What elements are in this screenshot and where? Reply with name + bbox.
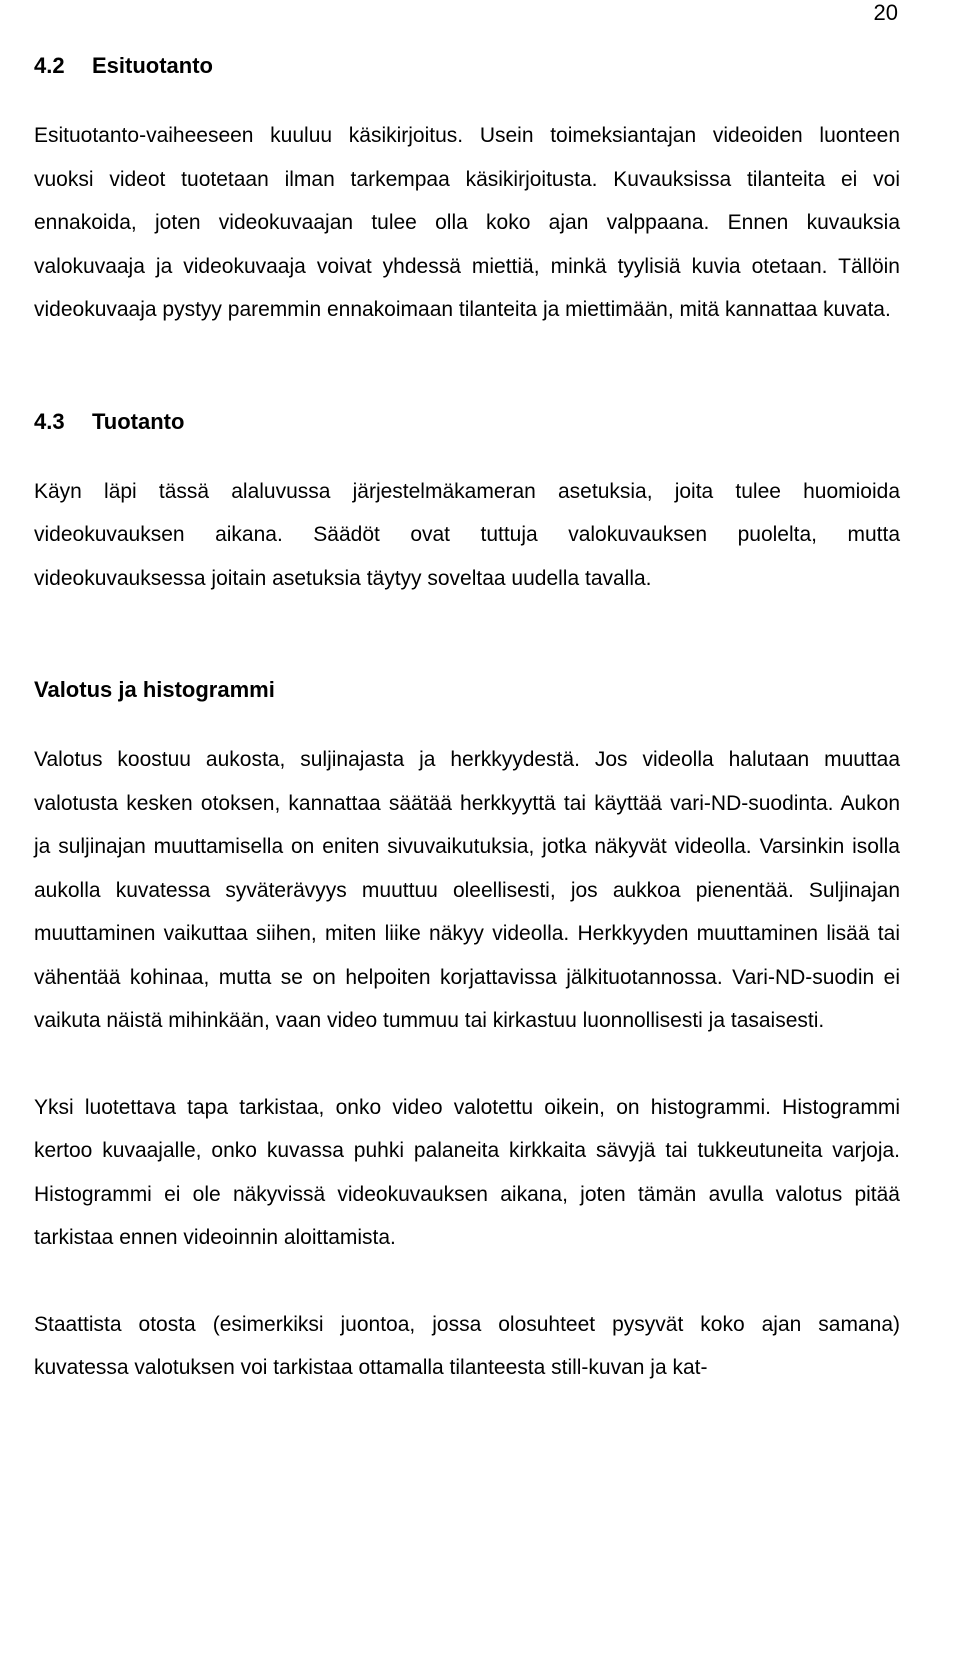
section-heading-4-3 bbox=[34, 406, 900, 438]
section-number: 4.2 bbox=[34, 53, 65, 78]
paragraph-tuotanto: Käyn läpi tässä alaluvussa järjestelmäkameran asetuksia, joita tulee huomioida videokuvauksen aikana. Säädöt ovat tuttuja valokuvauksen puolelta, mutta videokuvauksessa joitain asetuksia täytyy soveltaa uudella tavalla. bbox=[34, 479, 900, 590]
paragraph-valotus-3: Staattista otosta (esimerkiksi juontoa, jossa olosuhteet pysyvät koko ajan samana) kuvatessa valotuksen voi tarkistaa ottamalla tilanteesta still-kuvan ja kat- bbox=[34, 1312, 900, 1379]
paragraph-esituotanto: Esituotanto-vaiheeseen kuuluu käsikirjoitus. Usein toimeksiantajan videoiden luonteen vuoksi videot tuotetaan ilman tarkempaa käsikirjoitusta. Kuvauksissa tilanteita ei voi ennakoida, joten videokuvaajan tulee olla koko ajan valppaana. Ennen kuvauksia valokuvaaja ja videokuvaaja voivat yhdessä miettiä, minkä tyylisiä kuvia otetaan. Tällöin videokuvaaja pystyy paremmin ennakoimaan tilanteita ja miettimään, mitä kannattaa kuvata. bbox=[34, 124, 900, 321]
section-heading-4-2 bbox=[34, 50, 900, 82]
page-number: 20 bbox=[873, 0, 898, 25]
paragraph-valotus-1: Valotus koostuu aukosta, suljinajasta ja herkkyydestä. Jos videolla halutaan muuttaa valotusta kesken otoksen, kannattaa säätää herkkyyttä tai käyttää vari-ND-suodinta. Aukon ja suljinajan muuttamisella on eniten sivuvaikutuksia, jotka näkyvät videolla. Varsinkin isolla aukolla kuvatessa syväterävyys muuttuu oleellisesti, jos aukkoa pienentää. Suljinajan muuttaminen vaikuttaa siihen, miten liike näkyy videolla. Herkkyyden muuttaminen lisää tai vähentää kohinaa, mutta se on helpoiten korjattavissa jälkituotannossa. Vari-ND-suodin ei vaikuta näistä mihinkään, vaan video tummuu tai kirkastuu luonnollisesti ja tasaisesti. bbox=[34, 748, 900, 1032]
section-number: 4.3 bbox=[34, 408, 65, 434]
section-title: Esituotanto bbox=[92, 53, 213, 78]
document-body bbox=[34, 50, 900, 1390]
section-title: Tuotanto bbox=[92, 408, 185, 434]
subsection-heading-valotus: Valotus ja histogrammi bbox=[34, 677, 275, 702]
paragraph-valotus-2: Yksi luotettava tapa tarkistaa, onko video valotettu oikein, on histogrammi. Histogrammi kertoo kuvaajalle, onko kuvassa puhki palaneita kirkkaita sävyjä tai tukkeutuneita varjoja. Histogrammi ei ole näkyvissä videokuvauksen aikana, joten tämän avulla valotus pitää tarkistaa ennen videoinnin aloittamista. bbox=[34, 1095, 900, 1249]
